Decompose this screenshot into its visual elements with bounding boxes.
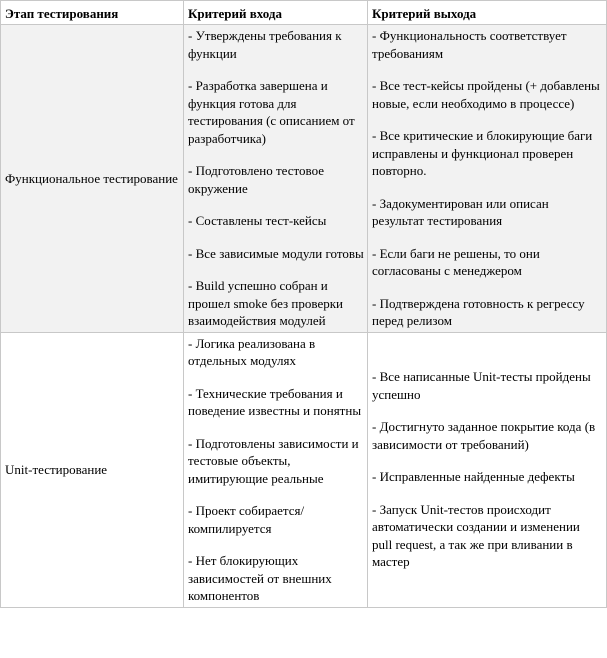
table-row-functional <box>1 25 607 333</box>
list-item: - Разработка завершена и функция готова для тестирования (с описанием от разработчика) <box>188 78 355 146</box>
stage-cell: Функциональное тестирование <box>1 25 184 333</box>
list-item: - Подготовлено тестовое окружение <box>188 163 325 196</box>
entry-criteria-cell <box>184 332 368 607</box>
entry-criteria-cell <box>184 25 368 333</box>
list-item: - Задокументирован или описан результат тестирования <box>372 195 549 228</box>
list-item: - Логика реализована в отдельных модулях <box>188 335 316 368</box>
list-item: - Утверждены требования к функции <box>188 28 342 61</box>
table-body <box>1 25 607 608</box>
list-item: - Все написанные Unit-тесты пройдены успешно <box>372 369 591 402</box>
list-item: - Подтверждена готовность к регрессу перед релизом <box>372 295 585 328</box>
list-item: - Запуск Unit-тестов происходит автоматически создании и изменении pull request, а так же при вливании в мастер <box>372 501 580 570</box>
list-item: - Функциональность соответствует требованиям <box>372 28 567 61</box>
list-item: - Подготовлены зависимости и тестовые объекты, имитирующие реальные <box>188 435 359 486</box>
stage-cell: Unit-тестирование <box>1 332 184 607</box>
table-header <box>1 1 607 25</box>
list-item: - Все критические и блокирующие баги исправлены и функционал проверен повторно. <box>372 128 593 178</box>
header-stage: Этап тестирования <box>1 1 184 25</box>
list-item: - Нет блокирующих зависимостей от внешних компонентов <box>188 553 332 603</box>
list-item: - Build успешно собран и прошел smoke без проверки взаимодействия модулей <box>188 278 343 328</box>
list-item: - Все тест-кейсы пройдены (+ добавлены новые, если необходимо в процессе) <box>372 78 600 111</box>
header-row <box>1 1 607 25</box>
header-exit-criteria: Критерий выхода <box>368 1 607 25</box>
list-item: - Проект собирается/компилируется <box>188 503 305 536</box>
list-item: - Составлены тест-кейсы <box>188 213 327 228</box>
list-item: - Исправленные найденные дефекты <box>372 469 575 485</box>
table-row-unit <box>1 332 607 607</box>
exit-criteria-cell <box>368 25 607 333</box>
header-entry-criteria: Критерий входа <box>184 1 368 25</box>
list-item: - Если баги не решены, то они согласованы с менеджером <box>372 245 540 278</box>
list-item: - Технические требования и поведение известны и понятны <box>188 385 362 418</box>
list-item: - Достигнуто заданное покрытие кода (в зависимости от требований) <box>372 419 596 452</box>
list-item: - Все зависимые модули готовы <box>188 245 364 261</box>
exit-criteria-cell <box>368 332 607 607</box>
